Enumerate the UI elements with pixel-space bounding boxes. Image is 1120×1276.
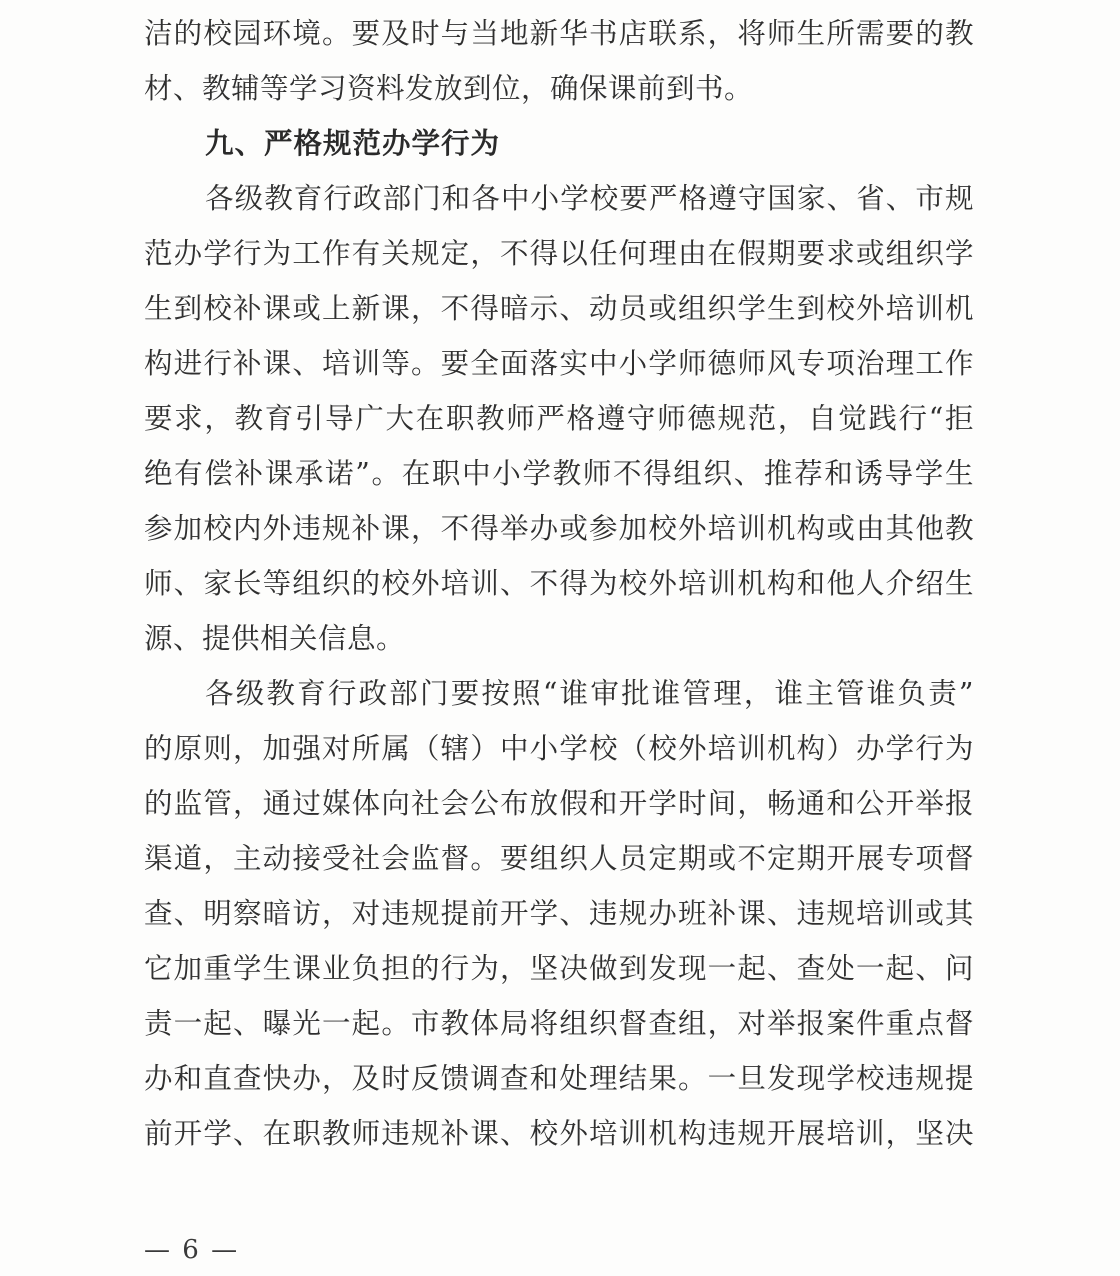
body-line: 洁的校园环境。要及时与当地新华书店联系，将师生所需要的教 (144, 17, 974, 50)
body-line: 构进行补课、培训等。要全面落实中小学师德师风专项治理工作 (144, 347, 974, 380)
body-line: 参加校内外违规补课，不得举办或参加校外培训机构或由其他教 (144, 512, 974, 545)
section-heading: 九、严格规范办学行为 (205, 127, 501, 160)
body-line: 办和直查快办，及时反馈调查和处理结果。一旦发现学校违规提 (144, 1062, 974, 1095)
body-line: 范办学行为工作有关规定，不得以任何理由在假期要求或组织学 (144, 237, 974, 270)
body-line: 师、家长等组织的校外培训、不得为校外培训机构和他人介绍生 (144, 567, 974, 600)
paragraph-first-line: 各级教育行政部门要按照“谁审批谁管理，谁主管谁负责” (205, 677, 974, 710)
body-line: 绝有偿补课承诺”。在职中小学教师不得组织、推荐和诱导学生 (144, 457, 974, 490)
body-line: 要求，教育引导广大在职教师严格遵守师德规范，自觉践行“拒 (144, 402, 974, 435)
body-line: 的原则，加强对所属（辖）中小学校（校外培训机构）办学行为 (144, 732, 974, 765)
paragraph-first-line: 各级教育行政部门和各中小学校要严格遵守国家、省、市规 (205, 182, 974, 215)
body-line: 查、明察暗访，对违规提前开学、违规办班补课、违规培训或其 (144, 897, 974, 930)
body-line: 渠道，主动接受社会监督。要组织人员定期或不定期开展专项督 (144, 842, 974, 875)
body-line: 前开学、在职教师违规补课、校外培训机构违规开展培训，坚决 (144, 1117, 974, 1150)
body-line: 生到校补课或上新课，不得暗示、动员或组织学生到校外培训机 (144, 292, 974, 325)
page-number: — 6 — (144, 1235, 240, 1265)
body-line: 源、提供相关信息。 (144, 622, 406, 655)
body-line: 的监管，通过媒体向社会公布放假和开学时间，畅通和公开举报 (144, 787, 974, 820)
body-line: 它加重学生课业负担的行为，坚决做到发现一起、查处一起、问 (144, 952, 974, 985)
body-line: 材、教辅等学习资料发放到位，确保课前到书。 (144, 72, 754, 105)
body-line: 责一起、曝光一起。市教体局将组织督查组，对举报案件重点督 (144, 1007, 974, 1040)
